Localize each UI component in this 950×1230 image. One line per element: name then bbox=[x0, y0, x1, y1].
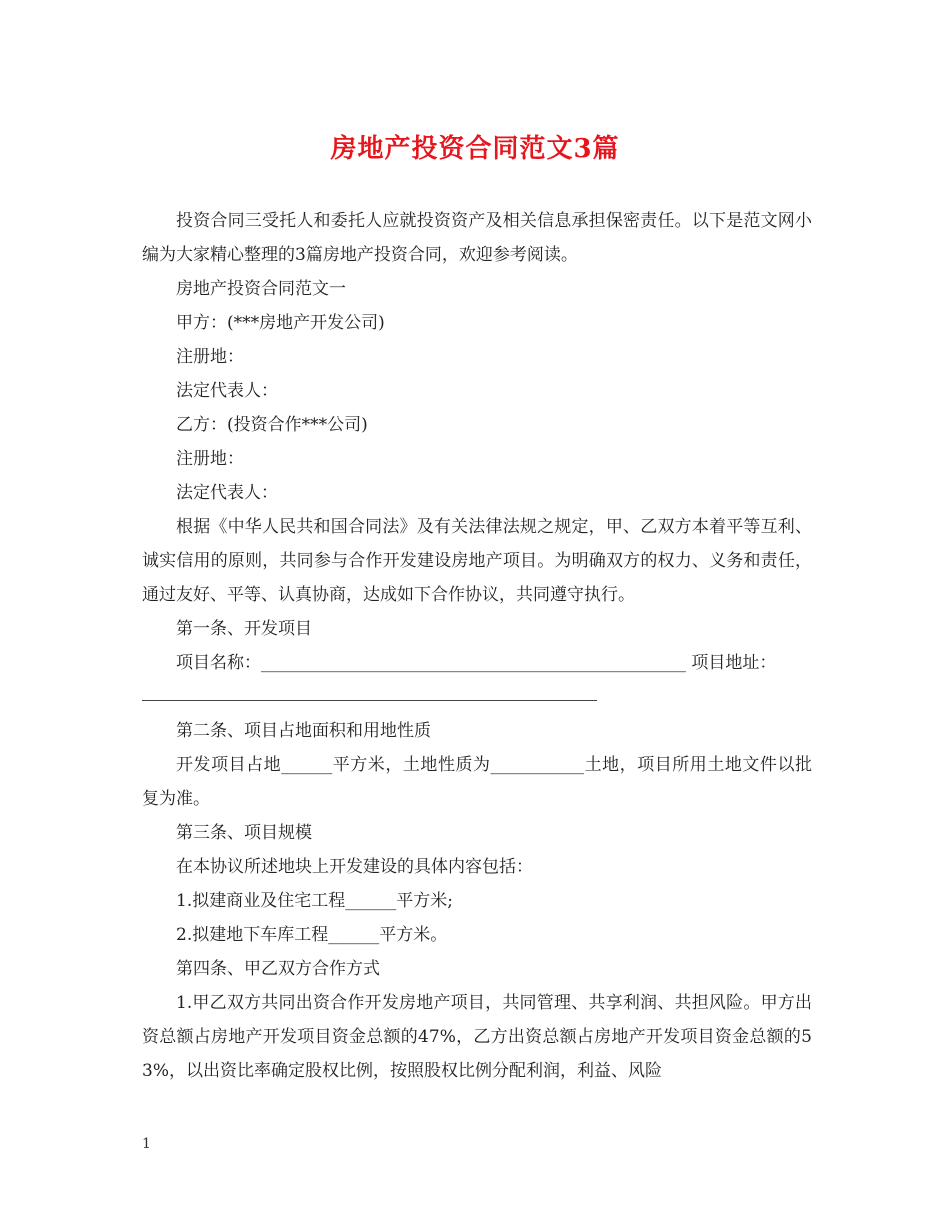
preamble-paragraph: 根据《中华人民共和国合同法》及有关法律法规之规定，甲、乙双方本着平等互利、诚实信用的原则，共同参与合作开发建设房地产项目。为明确双方的权力、义务和责任，通过友好、平等、认真协商，达成如下合作协议，共同遵守执行。 bbox=[142, 517, 812, 605]
article-2-heading: 第二条、项目占地面积和用地性质 bbox=[176, 721, 431, 741]
intro-paragraph: 投资合同三受托人和委托人应就投资资产及相关信息承担保密责任。以下是范文网小编为大家精心整理的3篇房地产投资合同，欢迎参考阅读。 bbox=[142, 211, 812, 265]
party-a-registered-address: 注册地： bbox=[176, 347, 244, 367]
party-b-legal-representative: 法定代表人： bbox=[176, 483, 278, 503]
scope-item-1: 1.拟建商业及住宅工程______平方米; bbox=[176, 891, 453, 911]
project-address-blank bbox=[142, 680, 812, 714]
party-a-legal-representative: 法定代表人： bbox=[176, 381, 278, 401]
party-b-registered-address: 注册地： bbox=[176, 449, 244, 469]
document-body bbox=[142, 204, 812, 1088]
article-3-heading: 第三条、项目规模 bbox=[176, 823, 312, 843]
article-4-heading: 第四条、甲乙双方合作方式 bbox=[176, 959, 380, 979]
party-b: 乙方：(投资合作***公司) bbox=[176, 415, 368, 435]
blank-underline bbox=[142, 700, 597, 701]
contract-heading: 房地产投资合同范文一 bbox=[176, 279, 346, 299]
project-name-line: 项目名称：__________________________________________________ 项目地址： bbox=[176, 653, 777, 673]
document-title: 房地产投资合同范文3篇 bbox=[330, 134, 620, 164]
scope-intro: 在本协议所述地块上开发建设的具体内容包括： bbox=[176, 857, 533, 877]
cooperation-item-1: 1.甲乙双方共同出资合作开发房地产项目，共同管理、共享利润、共担风险。甲方出资总额占房地产开发项目资金总额的47%，乙方出资总额占房地产开发项目资金总额的53%，以出资比率确定股权比例，按照股权比例分配利润，利益、风险 bbox=[142, 993, 812, 1081]
article-1-heading: 第一条、开发项目 bbox=[176, 619, 312, 639]
land-area-paragraph: 开发项目占地______平方米，土地性质为___________土地，项目所用土地文件以批复为准。 bbox=[142, 755, 812, 809]
party-a: 甲方：(***房地产开发公司) bbox=[176, 313, 385, 333]
scope-item-2: 2.拟建地下车库工程______平方米。 bbox=[176, 925, 448, 945]
page-number: 1 bbox=[142, 1136, 151, 1152]
